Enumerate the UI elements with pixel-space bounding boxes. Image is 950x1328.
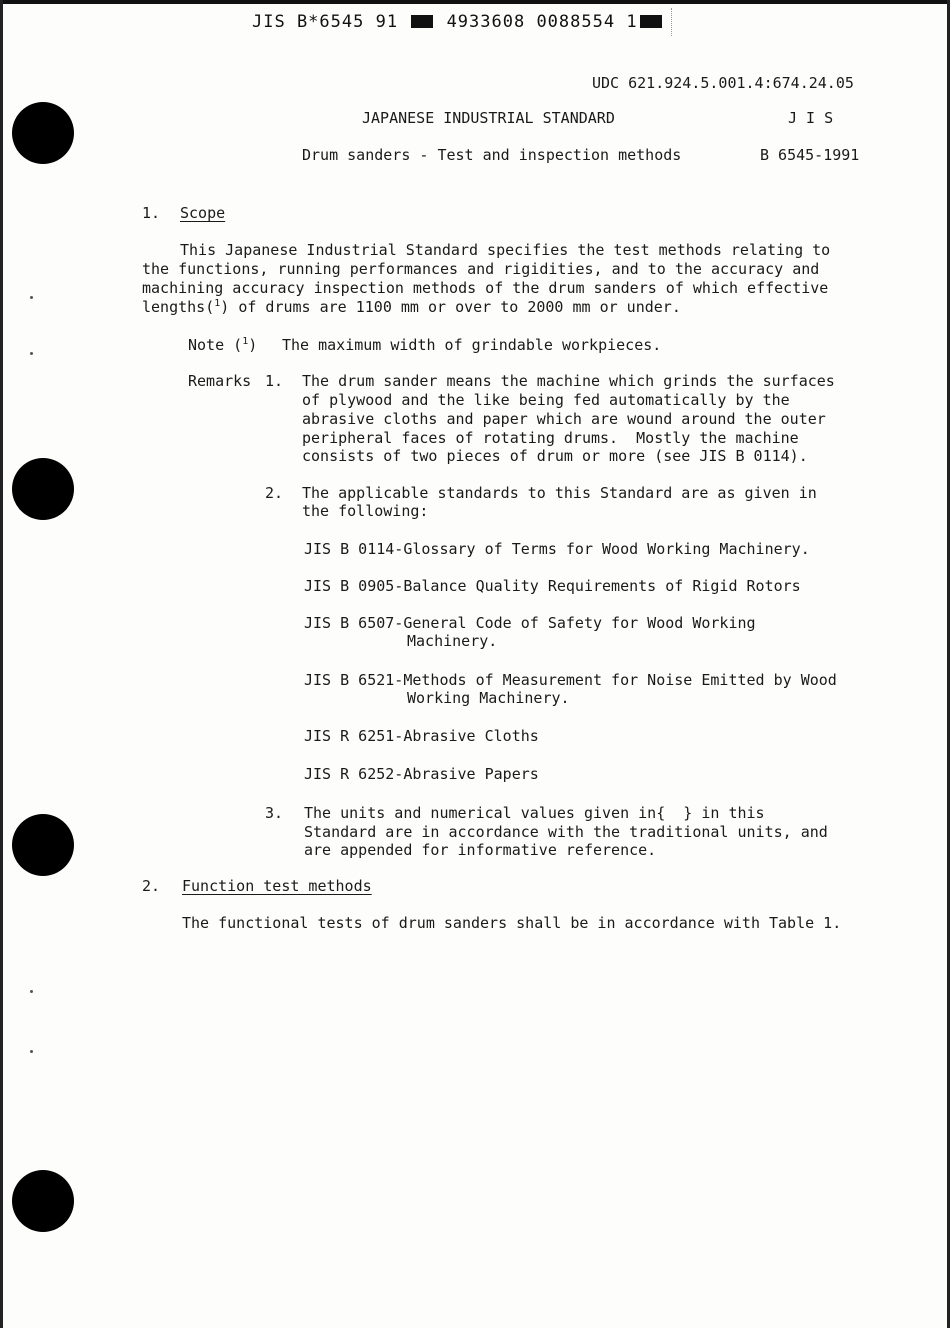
section2-number: 2.	[142, 877, 161, 895]
scope-paragraph-line: the functions, running performances and rigidities, and to the accuracy and	[142, 260, 820, 278]
frame-mark	[669, 8, 672, 36]
section2-title: Function test methods	[182, 877, 372, 895]
remark-line: peripheral faces of rotating drums. Mostly the machine	[302, 429, 799, 447]
header-code-part2: 4933608 0088554 1	[446, 12, 638, 32]
remark-line: are appended for informative reference.	[304, 841, 657, 859]
remark-line: of plywood and the like being fed automatically by the	[302, 391, 790, 409]
standard-reference: JIS B 0905-Balance Quality Requirements of Rigid Rotors	[304, 577, 801, 595]
udc-classification: UDC 621.924.5.001.4:674.24.05	[592, 74, 854, 92]
remark-line: consists of two pieces of drum or more (see JIS B 0114).	[302, 447, 808, 465]
remark-line: abrasive cloths and paper which are wound around the outer	[302, 410, 826, 428]
standard-reference: JIS R 6252-Abrasive Papers	[304, 765, 539, 783]
scope-paragraph-line: lengths($^1$) of drums are 1100 mm or over to 2000 mm or under.	[142, 298, 681, 316]
remark-line: Standard are in accordance with the traditional units, and	[304, 823, 828, 841]
scan-border-top	[0, 0, 950, 4]
document-title: Drum sanders - Test and inspection methods	[302, 146, 682, 164]
remark-number: 1.	[265, 372, 284, 390]
footnote-ref: 1	[214, 298, 221, 309]
black-block-icon	[640, 15, 662, 28]
header-code-line	[252, 12, 664, 32]
remark-number: 2.	[265, 484, 284, 502]
standard-type: JAPANESE INDUSTRIAL STANDARD	[362, 109, 615, 127]
punch-hole	[12, 102, 74, 164]
punch-hole	[12, 458, 74, 520]
standard-reference: JIS B 0114-Glossary of Terms for Wood Working Machinery.	[304, 540, 810, 558]
footnote-ref: 1	[242, 336, 249, 347]
remarks-label: Remarks	[188, 372, 252, 390]
black-block-icon	[411, 15, 433, 28]
standard-reference: JIS B 6521-Methods of Measurement for Noise Emitted by Wood	[304, 671, 837, 689]
punch-hole	[12, 814, 74, 876]
scan-speck	[30, 296, 33, 299]
note-text: The maximum width of grindable workpieces.	[282, 336, 662, 354]
jis-mark: J I S	[788, 109, 834, 127]
standard-reference: JIS B 6507-General Code of Safety for Wood Working	[304, 614, 756, 632]
scan-speck	[30, 1050, 33, 1053]
remark-line: The drum sander means the machine which grinds the surfaces	[302, 372, 835, 390]
section1-number: 1.	[142, 204, 161, 222]
document-number: B 6545-1991	[760, 146, 860, 164]
scan-speck	[30, 352, 33, 355]
section1-title: Scope	[180, 204, 226, 222]
remark-line: the following:	[302, 502, 429, 520]
remark-line: The applicable standards to this Standard are as given in	[302, 484, 817, 502]
scan-border-left	[0, 0, 3, 1328]
header-code-part1: JIS B*6545 91	[252, 12, 399, 32]
scope-paragraph-line: This Japanese Industrial Standard specifies the test methods relating to	[180, 241, 831, 259]
section2-paragraph: The functional tests of drum sanders shall be in accordance with Table 1.	[182, 914, 842, 932]
standard-reference: JIS R 6251-Abrasive Cloths	[304, 727, 539, 745]
note-label: Note ($^1$)	[188, 336, 258, 354]
remark-number: 3.	[265, 804, 284, 822]
standard-reference-cont: Machinery.	[407, 632, 498, 650]
scope-paragraph-line: machining accuracy inspection methods of the drum sanders of which effective	[142, 279, 829, 297]
scan-speck	[30, 990, 33, 993]
punch-hole	[12, 1170, 74, 1232]
remark-line: The units and numerical values given in{ } in this	[304, 804, 765, 822]
standard-reference-cont: Working Machinery.	[407, 689, 570, 707]
